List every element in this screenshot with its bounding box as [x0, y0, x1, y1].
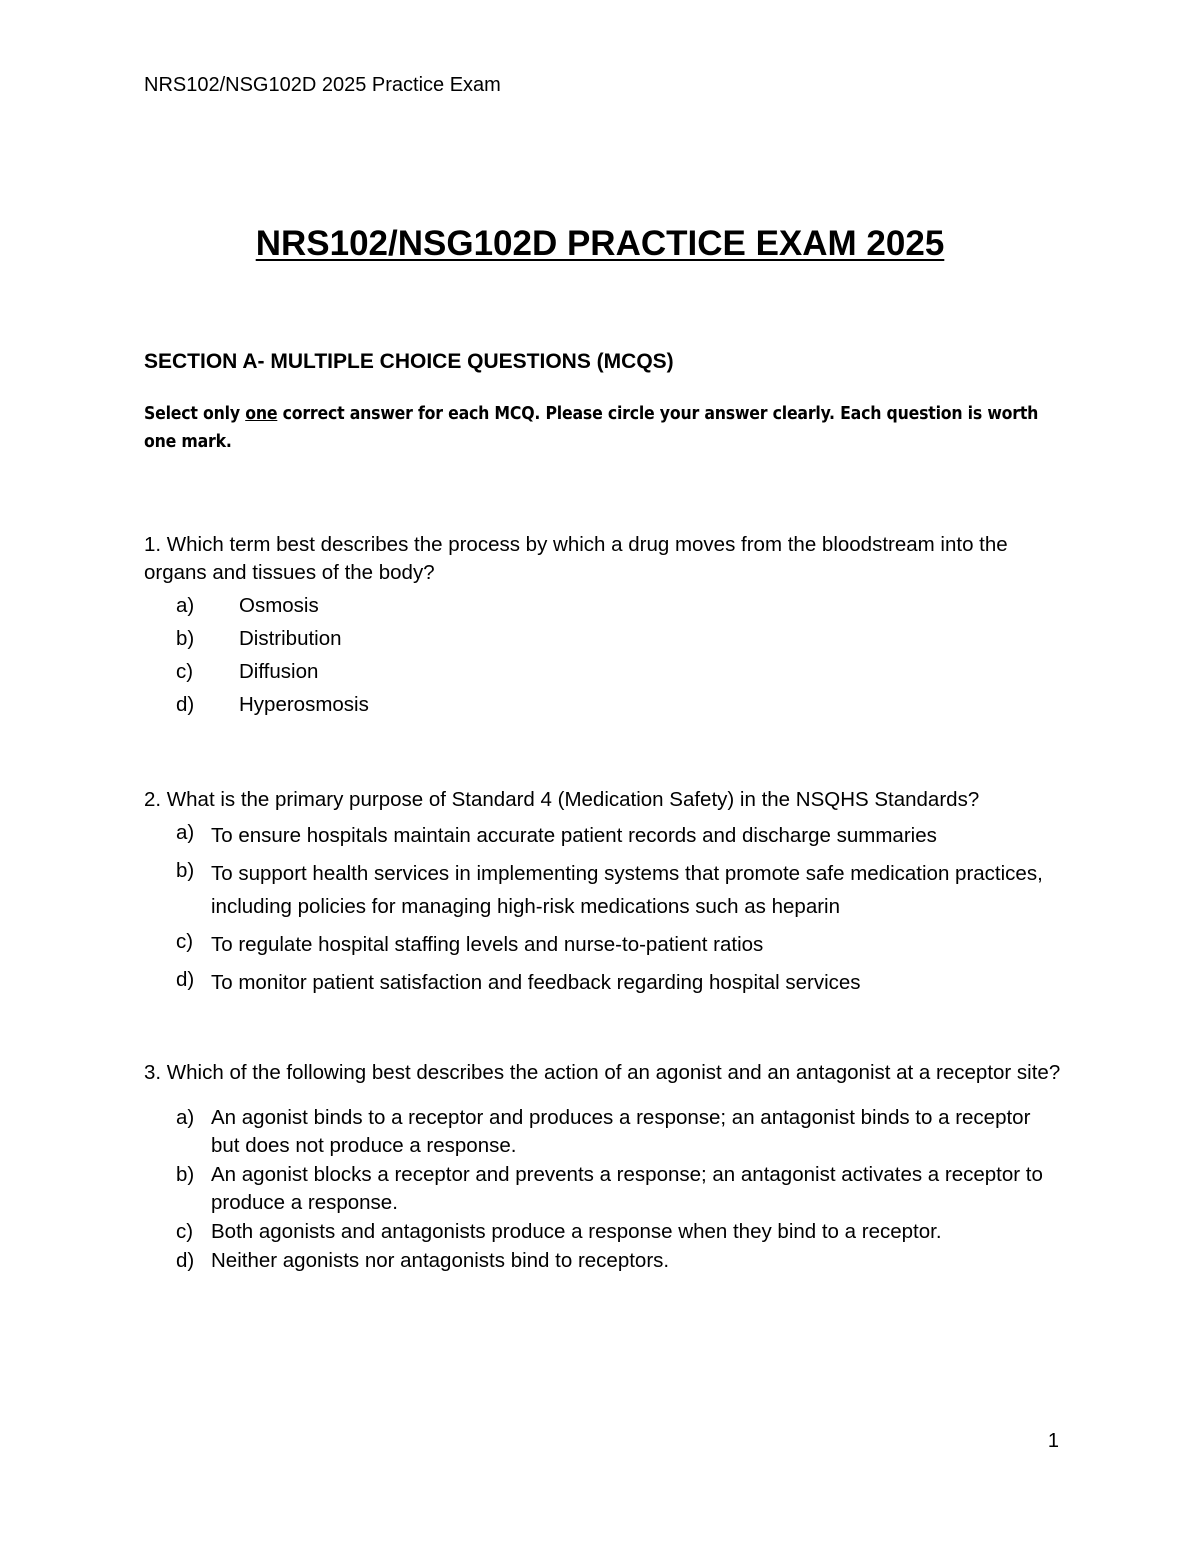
- option-c[interactable]: [144, 658, 1064, 686]
- option-text: An agonist blocks a receptor and prevents a response; an antagonist activates a receptor to produce a response.: [211, 1163, 1043, 1214]
- option-d[interactable]: [144, 691, 1064, 719]
- exam-title: NRS102/NSG102D PRACTICE EXAM 2025: [255, 224, 945, 263]
- question-stem: 1. Which term best describes the process by which a drug moves from the bloodstream into the organs and tissues of the body?: [144, 533, 1008, 584]
- option-list: [144, 1104, 1064, 1275]
- option-c[interactable]: [144, 928, 1064, 961]
- option-list: [144, 819, 1064, 999]
- option-letter: a): [176, 821, 195, 844]
- option-text: To ensure hospitals maintain accurate patient records and discharge summaries: [211, 824, 937, 847]
- question-1: [144, 531, 1064, 719]
- option-letter: c): [176, 660, 194, 683]
- question-3: [144, 1059, 1064, 1275]
- option-text: To support health services in implementing systems that promote safe medication practices, including policies for managing high-risk medications such as heparin: [211, 862, 1043, 918]
- section-heading: SECTION A- MULTIPLE CHOICE QUESTIONS (MCQS): [144, 350, 674, 373]
- option-letter: a): [176, 1106, 195, 1129]
- option-text: An agonist binds to a receptor and produces a response; an antagonist binds to a receptor but does not produce a response.: [211, 1106, 1031, 1157]
- option-letter: d): [176, 1249, 195, 1272]
- option-letter: b): [176, 1163, 195, 1186]
- option-b[interactable]: [144, 1161, 1064, 1217]
- option-letter: d): [176, 968, 195, 991]
- option-list: [144, 592, 1064, 719]
- option-text: Both agonists and antagonists produce a response when they bind to a receptor.: [211, 1220, 942, 1243]
- option-text: Distribution: [239, 627, 342, 650]
- question-stem: 2. What is the primary purpose of Standard 4 (Medication Safety) in the NSQHS Standards?: [144, 788, 980, 811]
- page-number: 1: [1047, 1430, 1059, 1452]
- running-header: NRS102/NSG102D 2025 Practice Exam: [144, 74, 501, 96]
- option-text: Neither agonists nor antagonists bind to receptors.: [211, 1249, 670, 1272]
- option-d[interactable]: [144, 966, 1064, 999]
- instructions-text-end: correct answer for each MCQ. Please circle your answer clearly. Each question is worth one mark.: [144, 404, 1039, 452]
- option-letter: c): [176, 1220, 194, 1243]
- option-b[interactable]: [144, 625, 1064, 653]
- option-letter: a): [176, 594, 195, 617]
- instructions: [144, 400, 1054, 456]
- option-letter: b): [176, 627, 195, 650]
- option-text: Hyperosmosis: [239, 693, 369, 716]
- option-d[interactable]: [144, 1247, 1064, 1275]
- question-2: [144, 786, 1064, 999]
- option-letter: b): [176, 859, 195, 882]
- question-stem: 3. Which of the following best describes the action of an agonist and an antagonist at a receptor site?: [144, 1061, 1061, 1084]
- option-text: To monitor patient satisfaction and feedback regarding hospital services: [211, 971, 861, 994]
- option-a[interactable]: [144, 819, 1064, 852]
- option-b[interactable]: [144, 857, 1064, 923]
- option-letter: d): [176, 693, 195, 716]
- option-letter: c): [176, 930, 194, 953]
- option-c[interactable]: [144, 1218, 1064, 1246]
- option-a[interactable]: [144, 1104, 1064, 1160]
- option-text: To regulate hospital staffing levels and nurse-to-patient ratios: [211, 933, 764, 956]
- instructions-emphasis: one: [245, 404, 278, 424]
- instructions-text-start: Select only: [144, 404, 246, 424]
- option-a[interactable]: [144, 592, 1064, 620]
- option-text: Osmosis: [239, 594, 319, 617]
- option-text: Diffusion: [239, 660, 319, 683]
